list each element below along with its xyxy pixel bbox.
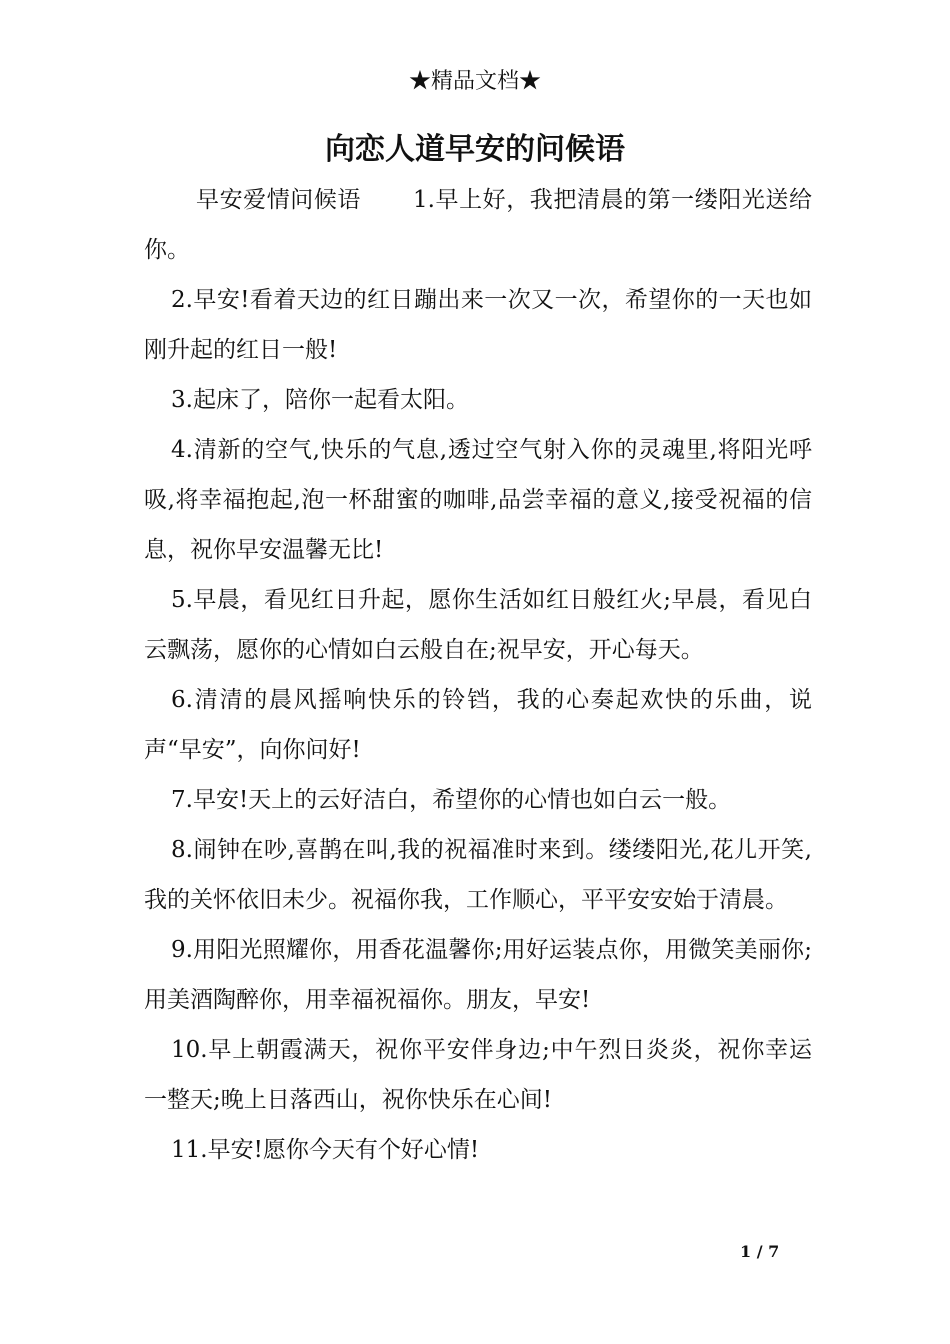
paragraph-10: 10.早上朝霞满天，祝你平安伴身边;中午烈日炎炎，祝你幸运一整天;晚上日落西山，祝你快乐在心间! — [144, 1037, 812, 1113]
paragraph-3: 3.起床了，陪你一起看太阳。 — [171, 387, 469, 413]
intro-label: 早安爱情问候语 — [196, 187, 361, 213]
paragraph-8: 8.闹钟在吵,喜鹊在叫,我的祝福准时来到。缕缕阳光,花儿开笑,我的关怀依旧未少。祝福你我，工作顺心，平平安安始于清晨。 — [144, 837, 812, 913]
document-title: 向恋人道早安的问候语 — [325, 132, 625, 167]
document-body — [144, 175, 812, 1175]
paragraph-2: 2.早安!看着天边的红日蹦出来一次又一次，希望你的一天也如刚升起的红日一般! — [144, 287, 812, 363]
paragraph-11: 11.早安!愿你今天有个好心情! — [171, 1137, 480, 1163]
paragraph-5: 5.早晨，看见红日升起，愿你生活如红日般红火;早晨，看见白云飘荡，愿你的心情如白云般自在;祝早安，开心每天。 — [144, 587, 812, 663]
page-indicator: 1 / 7 — [740, 1242, 780, 1261]
paragraph-7: 7.早安!天上的云好洁白，希望你的心情也如白云一般。 — [171, 787, 732, 813]
paragraph-9: 9.用阳光照耀你，用香花温馨你;用好运装点你，用微笑美丽你;用美酒陶醉你，用幸福祝福你。朋友，早安! — [144, 937, 812, 1013]
intro-paragraph — [144, 175, 812, 275]
paragraph-4: 4.清新的空气,快乐的气息,透过空气射入你的灵魂里,将阳光呼吸,将幸福抱起,泡一杯甜蜜的咖啡,品尝幸福的意义,接受祝福的信息，祝你早安温馨无比! — [144, 437, 812, 563]
paragraph-6: 6.清清的晨风摇响快乐的铃铛，我的心奏起欢快的乐曲，说声“早安”，向你问好! — [144, 687, 812, 763]
header-mark: ★精品文档★ — [408, 69, 541, 94]
intro-text: 1.早上好，我把清晨的第一缕阳光送给你。 — [144, 187, 813, 263]
